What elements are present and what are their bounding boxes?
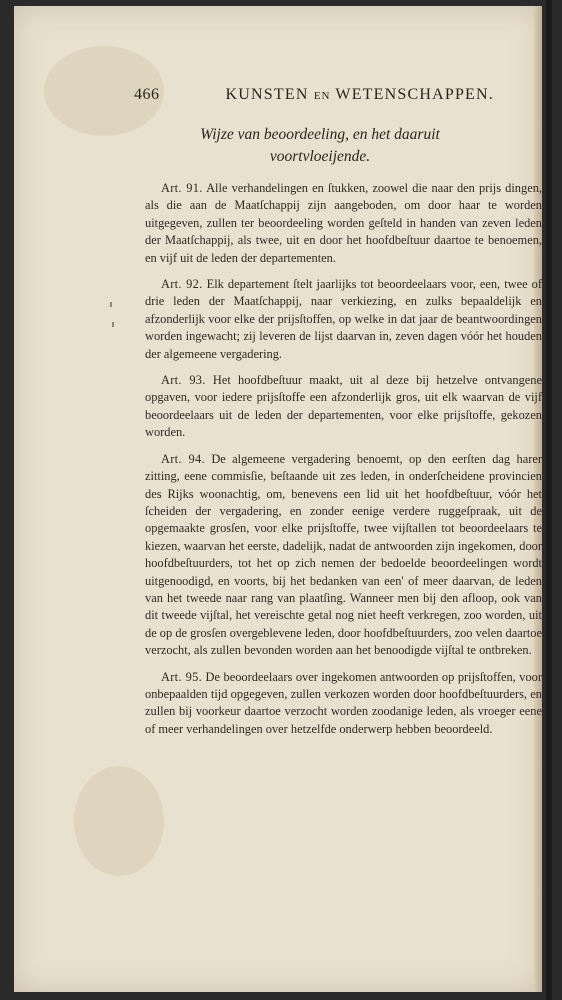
article-text: De beoordeelaars over ingekomen antwoorden op prijsſtoffen, voor onbepaalden tijd opgegeven, zullen verkozen worden door hoofdbeſtuurders, en zullen bij voorkeur daartoe verzocht worden zoodanige leden, als vroeger eene of meer verhandelingen over hetzelfde onderwerp hebben beoordeeld.	[145, 669, 542, 736]
article-text: Alle verhandelingen en ſtukken, zoowel die naar den prijs dingen, als die aan de Maatſchappij zijn aangeboden, om door haar te worden uitgegeven, zullen ter beoordeeling worden geſteld in handen van zeven leden der Maatſchappij, als twee, uit en door het hoofdbeſtuur daartoe te benoemen, en vijf uit de leden der departementen.	[145, 181, 542, 265]
paper-speck	[112, 322, 114, 327]
section-title-line2: voortvloeijende.	[269, 148, 371, 165]
article-label: Art. 95.	[161, 669, 203, 684]
section-title-line1: Wijze van beoordeeling, en het daaruit	[200, 126, 440, 143]
article-text: De algemeene vergadering benoemt, op den eerſten dag harer zitting, eene commisſie, beſtaande uit zes leden, in onderſcheidene provincien des Rijks woonachtig, om, benevens een lid uit het hoofdbeſtuur, vóór het ſcheiden der vergadering, en zonder eenige verdere ruggeſpraak, uit de opgemaakte grosſen, voor elke prijsſtoffe, twee vijſtallen tot beoordeelaars te kiezen, waarvan het eerste, dadelijk, nadat de antwoorden zijn ingekomen, door hoofdbeſtuurders, tot het op zich nemen der bedoelde beoordeelingen wordt uitgenoodigd, en voorts, bij het bedanken van een' of meer daarvan, de leden van het tweede naar rang van plaatſing. Wanneer men bij den afloop, ook van dit tweede vijſtal, het vereischte getal nog niet heeft verkregen, zoo worden, uit de op de grosſen overgeblevene leden, door hoofdbeſtuurders, zoo velen daartoe verzocht, als zullen bevonden worden aan het benoodigde vijſtal te ontbreken.	[145, 451, 542, 658]
running-title-part2: WETENSCHAPPEN.	[335, 86, 494, 103]
article-text: Het hoofdbeſtuur maakt, uit al deze bij hetzelve ontvangene opgaven, voor iedere prijsſtoffe een afzonderlijk gros, uit elk waarvan de vijf beoordeelaars uit de leden der departementen, voor elke prijsſtoffe, gekozen worden.	[145, 373, 542, 440]
running-title-small: EN	[313, 90, 331, 102]
running-header	[134, 86, 494, 104]
section-title	[150, 124, 490, 168]
article-label: Art. 94.	[161, 451, 205, 466]
article-91	[145, 180, 542, 267]
article-95	[145, 669, 542, 739]
running-title	[226, 86, 494, 104]
article-text: Elk departement ſtelt jaarlijks tot beoordeelaars voor, een, twee of drie leden der Maatſchappij, naar verkiezing, en zulks bepaaldelijk en afzonderlijk voor elke der prijsſtoffen, op welke in dat jaar de beantwoordingen worden ingewacht; zij leveren de lijst daarvan in, zeven dagen vóór het houden der algemeene vergadering.	[145, 277, 542, 361]
page-number: 466	[134, 86, 160, 103]
article-94	[145, 451, 542, 660]
article-93	[145, 372, 542, 442]
article-label: Art. 93.	[161, 373, 206, 388]
article-92	[145, 276, 542, 363]
article-label: Art. 92.	[161, 277, 203, 292]
article-label: Art. 91.	[161, 181, 203, 195]
scan-border	[546, 0, 552, 1000]
paper-stain	[74, 766, 164, 876]
body-text	[145, 180, 542, 747]
paper-speck	[110, 302, 112, 307]
running-title-part1: KUNSTEN	[225, 86, 309, 103]
